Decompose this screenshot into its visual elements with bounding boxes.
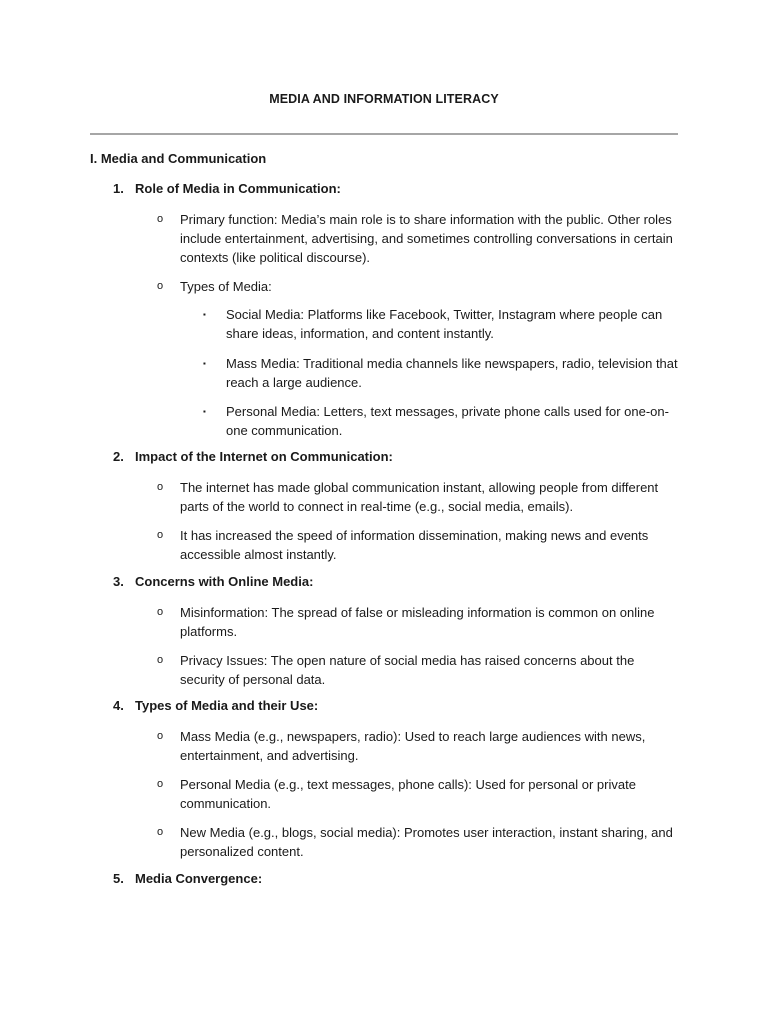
bullet-text: Primary function: Media’s main role is to share information with the public. Other roles include entertainment, advertising, and sometimes controlling conversations in certain contexts (like political discourse). (180, 212, 673, 265)
sub-bullet-text: Mass Media: Traditional media channels like newspapers, radio, television that reach a large audience. (226, 356, 678, 390)
outline-item-heading (113, 698, 318, 713)
item-number: 1. (113, 181, 124, 196)
item-heading-text: Impact of the Internet on Communication: (135, 449, 393, 464)
item-heading-text: Media Convergence: (135, 871, 263, 886)
bullet-item (157, 603, 680, 641)
hollow-bullet-marker: o (157, 529, 164, 541)
bullet-item (157, 727, 680, 765)
document-title: MEDIA AND INFORMATION LITERACY (269, 92, 499, 106)
square-bullet-marker: ▪ (203, 310, 206, 319)
bullet-text: Personal Media (e.g., text messages, phone calls): Used for personal or private communication. (180, 777, 636, 811)
square-bullet-marker: ▪ (203, 407, 206, 416)
bullet-item (157, 775, 680, 813)
bullet-item (157, 651, 680, 689)
hollow-bullet-marker: o (157, 826, 164, 838)
bullet-text: The internet has made global communication instant, allowing people from different parts of the world to connect in real-time (e.g., social media, emails). (180, 480, 659, 514)
hollow-bullet-marker: o (157, 606, 164, 618)
sub-bullet-item (203, 305, 682, 343)
title-divider (90, 133, 678, 135)
outline-item-heading (113, 574, 313, 589)
bullet-text: Misinformation: The spread of false or misleading information is common on online platforms. (180, 605, 655, 639)
bullet-item (157, 277, 680, 296)
sub-bullet-item (203, 402, 682, 440)
outline-item-heading (113, 181, 341, 196)
bullet-text: It has increased the speed of information dissemination, making news and events accessible almost instantly. (180, 528, 649, 562)
bullet-item (157, 526, 680, 564)
outline-item-heading (113, 449, 393, 464)
outline-item-heading (113, 871, 262, 886)
hollow-bullet-marker: o (157, 481, 164, 493)
sub-bullet-text: Personal Media: Letters, text messages, private phone calls used for one-on-one communication. (226, 404, 669, 438)
hollow-bullet-marker: o (157, 654, 164, 666)
hollow-bullet-marker: o (157, 213, 164, 225)
hollow-bullet-marker: o (157, 730, 164, 742)
bullet-text: Mass Media (e.g., newspapers, radio): Used to reach large audiences with news, entertainment, and advertising. (180, 729, 646, 763)
bullet-item (157, 823, 680, 861)
bullet-item (157, 210, 680, 267)
square-bullet-marker: ▪ (203, 359, 206, 368)
sub-bullet-text: Social Media: Platforms like Facebook, Twitter, Instagram where people can share ideas, information, and content instantly. (226, 307, 663, 341)
item-number: 2. (113, 449, 124, 464)
item-heading-text: Concerns with Online Media: (135, 574, 314, 589)
bullet-text: Privacy Issues: The open nature of social media has raised concerns about the security of personal data. (180, 653, 635, 687)
item-heading-text: Role of Media in Communication: (135, 181, 341, 196)
item-number: 4. (113, 698, 124, 713)
item-number: 5. (113, 871, 124, 886)
sub-bullet-item (203, 354, 682, 392)
hollow-bullet-marker: o (157, 778, 164, 790)
bullet-text: New Media (e.g., blogs, social media): Promotes user interaction, instant sharing, and personalized content. (180, 825, 673, 859)
item-heading-text: Types of Media and their Use: (135, 698, 319, 713)
item-number: 3. (113, 574, 124, 589)
hollow-bullet-marker: o (157, 280, 164, 292)
bullet-text: Types of Media: (180, 279, 272, 294)
section-heading: I. Media and Communication (90, 151, 267, 166)
bullet-item (157, 478, 680, 516)
